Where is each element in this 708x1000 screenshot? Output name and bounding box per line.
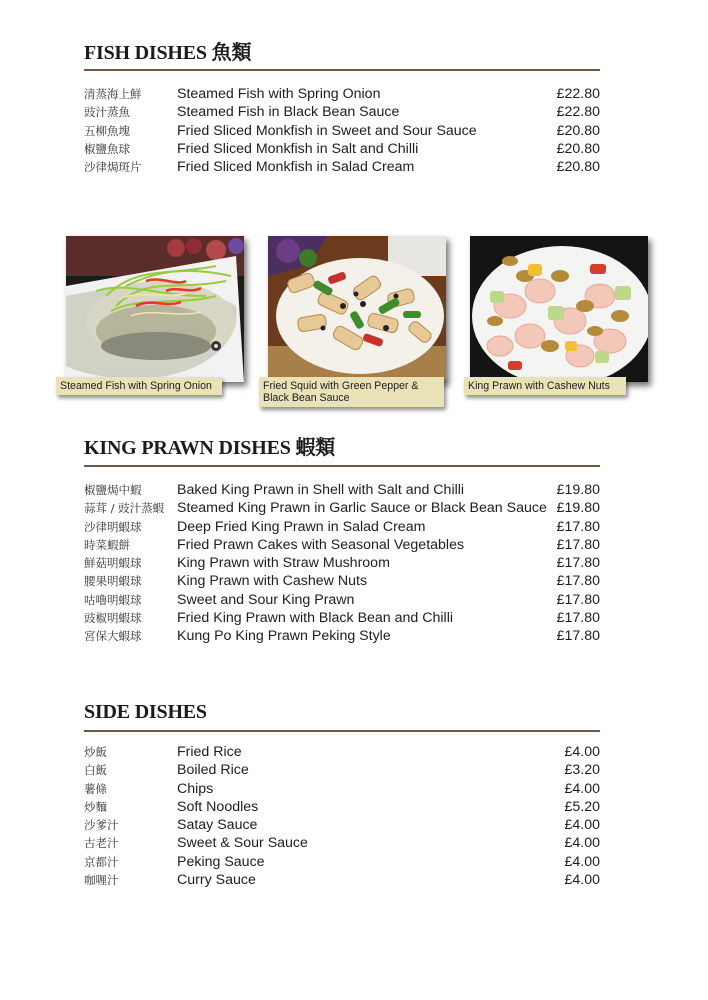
menu-row — [84, 122, 600, 140]
dish-price: £4.00 — [564, 872, 600, 889]
caption-king-prawn — [464, 377, 626, 395]
menu-row — [84, 834, 600, 852]
caption-text: Steamed Fish with Spring Onion — [60, 380, 212, 392]
menu-row — [84, 591, 600, 609]
dish-chinese-name: 清蒸海上鮮 — [84, 87, 142, 101]
dish-price: £4.00 — [564, 853, 600, 870]
dish-name: Soft Noodles — [177, 798, 259, 815]
menu-row — [84, 103, 600, 121]
dish-chinese-name: 椒鹽魚球 — [84, 141, 130, 156]
prawn-divider — [84, 465, 600, 467]
dish-chinese-name: 五柳魚塊 — [84, 123, 130, 138]
menu-row — [84, 780, 600, 798]
dish-price: £4.00 — [564, 780, 600, 797]
dish-chinese-name: 沙律明蝦球 — [84, 519, 142, 534]
fried-squid-image — [268, 236, 446, 382]
dish-chinese-name: 炒麵 — [84, 799, 107, 814]
dish-name: Kung Po King Prawn Peking Style — [177, 628, 391, 645]
dish-name: Steamed King Prawn in Garlic Sauce or Black Bean Sauce — [177, 500, 547, 517]
menu-row — [84, 481, 600, 499]
dish-price: £19.80 — [556, 482, 600, 498]
menu-row — [84, 816, 600, 834]
dish-name: Sweet & Sour Sauce — [177, 835, 308, 852]
menu-row — [84, 554, 600, 572]
prawn-heading: KING PRAWN DISHES 蝦類 — [84, 437, 336, 459]
dish-name: Fried King Prawn with Black Bean and Chilli — [177, 610, 453, 627]
dish-chinese-name: 沙律焗斑片 — [84, 160, 142, 175]
dish-chinese-name: 咖喱汁 — [84, 873, 119, 888]
dish-price: £20.80 — [556, 140, 600, 157]
dish-price: £17.80 — [556, 555, 600, 572]
dish-price: £20.80 — [556, 159, 600, 176]
dish-name: Fried Prawn Cakes with Seasonal Vegetables — [177, 536, 465, 553]
prawn-section — [84, 435, 600, 645]
fish-list — [84, 85, 600, 176]
dish-name: Fried Sliced Monkfish in Sweet and Sour Sauce — [177, 122, 477, 139]
dish-name: Chips — [177, 780, 214, 797]
side-list — [84, 743, 600, 889]
caption-steamed-fish — [56, 377, 222, 395]
menu-row — [84, 627, 600, 645]
dish-chinese-name: 鮮菇明蝦球 — [84, 556, 142, 571]
menu-row — [84, 609, 600, 627]
dish-chinese-name: 椒鹽焗中蝦 — [84, 483, 142, 497]
menu-row — [84, 572, 600, 590]
dish-price: £17.80 — [556, 518, 600, 535]
dish-chinese-name: 宮保大蝦球 — [84, 629, 142, 644]
dish-chinese-name: 豉汁蒸魚 — [84, 105, 130, 120]
dish-chinese-name: 京都汁 — [84, 854, 119, 869]
caption-text-line2: Black Bean Sauce — [263, 392, 350, 404]
dish-name: Sweet and Sour King Prawn — [177, 591, 355, 608]
dish-chinese-name: 薯條 — [84, 781, 107, 796]
steamed-fish-image — [66, 236, 244, 382]
dish-chinese-name: 古老汁 — [84, 836, 119, 851]
dish-price: £17.80 — [556, 610, 600, 627]
dish-name: Peking Sauce — [177, 853, 265, 870]
caption-fried-squid — [259, 377, 444, 407]
dish-price: £17.80 — [556, 591, 600, 608]
photo-king-prawn — [470, 236, 648, 382]
dish-name: Steamed Fish in Black Bean Sauce — [177, 104, 400, 121]
dish-price: £19.80 — [556, 500, 600, 517]
fish-divider — [84, 69, 600, 71]
dish-price: £17.80 — [556, 536, 600, 553]
menu-row — [84, 536, 600, 554]
dish-name: King Prawn with Cashew Nuts — [177, 573, 368, 590]
caption-text: King Prawn with Cashew Nuts — [468, 380, 610, 392]
prawn-list — [84, 481, 600, 646]
dish-chinese-name: 豉椒明蝦球 — [84, 611, 142, 626]
fish-heading: FISH DISHES 魚類 — [84, 42, 252, 64]
caption-text-line1: Fried Squid with Green Pepper & — [263, 380, 419, 392]
dish-price: £5.20 — [564, 798, 600, 815]
dish-name: Fried Rice — [177, 744, 242, 760]
dish-price: £17.80 — [556, 628, 600, 645]
dish-price: £22.80 — [556, 104, 600, 121]
side-heading: SIDE DISHES — [84, 701, 207, 723]
dish-chinese-name: 時菜蝦餅 — [84, 537, 130, 552]
dish-price: £4.00 — [564, 744, 600, 760]
dish-chinese-name: 蒜茸 / 豉汁蒸蝦 — [84, 501, 165, 516]
dish-name: Deep Fried King Prawn in Salad Cream — [177, 518, 426, 535]
dish-chinese-name: 咕嚕明蝦球 — [84, 592, 142, 607]
menu-row — [84, 140, 600, 158]
side-divider — [84, 730, 600, 732]
dish-name: Satay Sauce — [177, 817, 258, 834]
dish-name: Baked King Prawn in Shell with Salt and Chilli — [177, 482, 465, 498]
menu-row — [84, 158, 600, 176]
dish-chinese-name: 白飯 — [84, 763, 107, 778]
dish-name: Fried Sliced Monkfish in Salt and Chilli — [177, 140, 419, 157]
side-section — [84, 699, 600, 889]
dish-price: £22.80 — [556, 86, 600, 102]
dish-price: £20.80 — [556, 122, 600, 139]
menu-row — [84, 518, 600, 536]
fish-section — [84, 40, 600, 176]
dish-chinese-name: 沙爹汁 — [84, 818, 119, 833]
menu-row — [84, 871, 600, 889]
menu-row — [84, 743, 600, 761]
dish-name: Fried Sliced Monkfish in Salad Cream — [177, 159, 415, 176]
dish-price: £4.00 — [564, 835, 600, 852]
dish-chinese-name: 炒飯 — [84, 745, 107, 759]
menu-row — [84, 761, 600, 779]
menu-row — [84, 499, 600, 517]
menu-row — [84, 798, 600, 816]
menu-row — [84, 853, 600, 871]
dish-name: Curry Sauce — [177, 872, 256, 889]
dish-price: £4.00 — [564, 817, 600, 834]
dish-name: King Prawn with Straw Mushroom — [177, 555, 390, 572]
dish-chinese-name: 腰果明蝦球 — [84, 574, 142, 589]
photo-fried-squid — [268, 236, 446, 382]
dish-name: Boiled Rice — [177, 762, 249, 779]
dish-price: £3.20 — [564, 762, 600, 779]
dish-name: Steamed Fish with Spring Onion — [177, 86, 381, 102]
menu-row — [84, 85, 600, 103]
dish-price: £17.80 — [556, 573, 600, 590]
photo-steamed-fish — [66, 236, 244, 382]
king-prawn-image — [470, 236, 648, 382]
